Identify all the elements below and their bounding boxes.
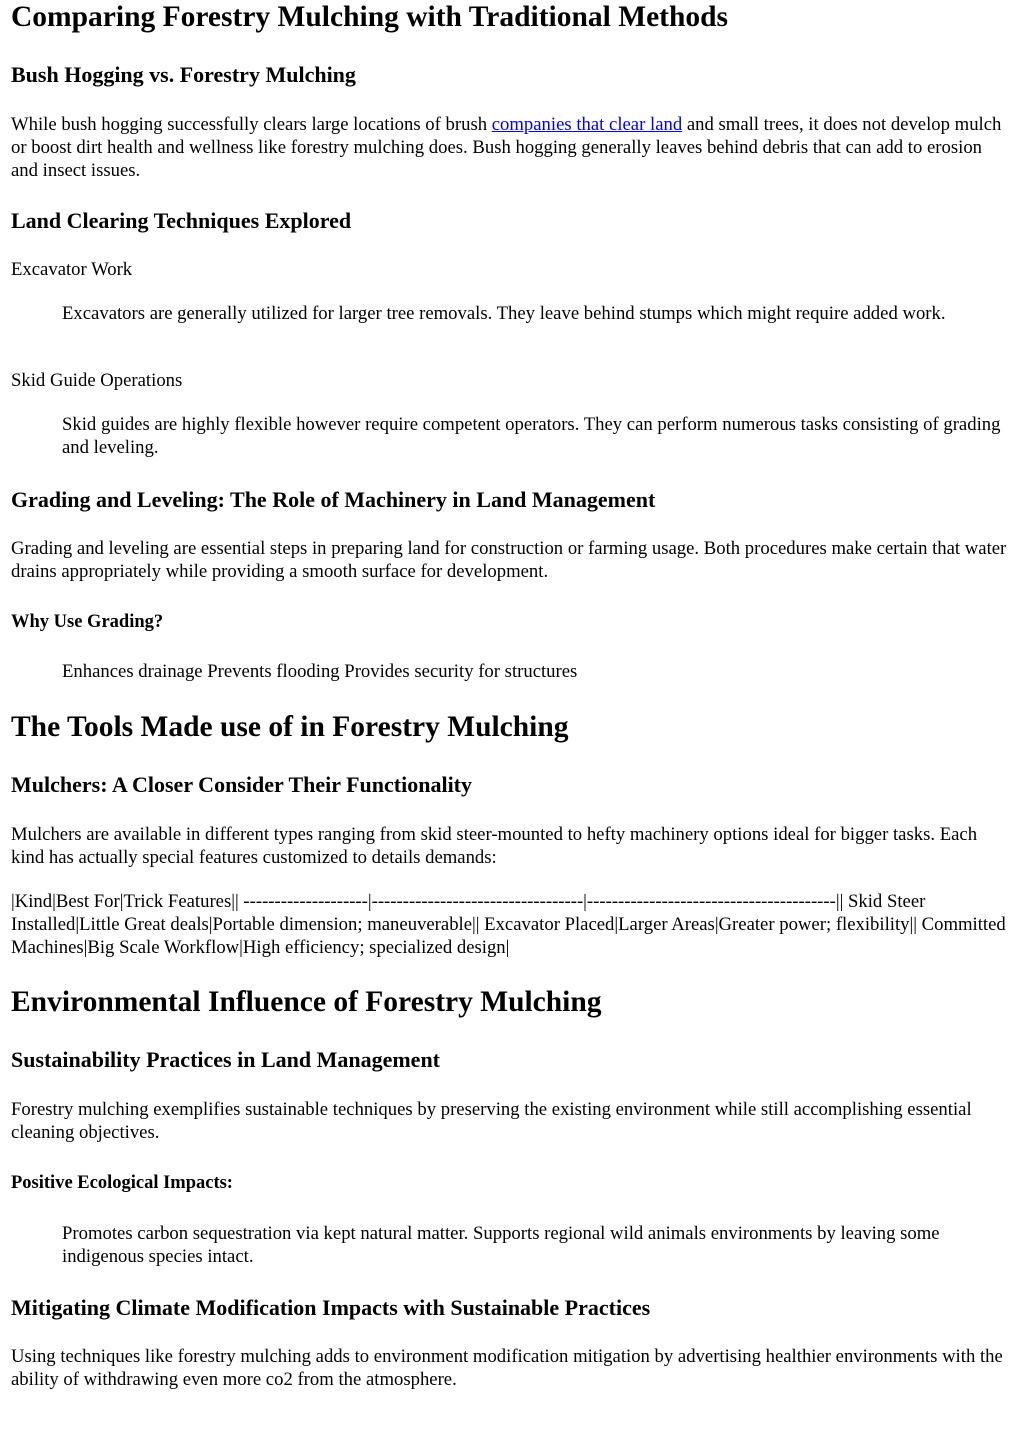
- paragraph-positive-impacts: Promotes carbon sequestration via kept natural matter. Supports regional wild animals environments by leaving some indigenous species intact.: [62, 1223, 940, 1268]
- heading-sustainability: Sustainability Practices in Land Management: [11, 1047, 441, 1072]
- heading-climate: Mitigating Climate Modification Impacts with Sustainable Practices: [11, 1295, 651, 1320]
- heading-comparing: Comparing Forestry Mulching with Traditional Methods: [11, 1, 729, 33]
- paragraph-climate: Using techniques like forestry mulching adds to environment modification mitigation by advertising healthier environments with the ability of withdrawing even more co2 from the atmosphere.: [11, 1346, 1003, 1391]
- heading-bush-hogging: Bush Hogging vs. Forestry Mulching: [11, 62, 356, 87]
- term-excavator-work: Excavator Work: [11, 259, 133, 280]
- paragraph-grading: Grading and leveling are essential steps in preparing land for construction or farming usage. Both procedures make certain that water drains appropriately while providing a smooth surface for development.: [11, 538, 1007, 583]
- paragraph-bush-text-after: and small trees, it does not develop mulch or boost dirt health and wellness like forestry mulching does. Bush hogging generally leaves behind debris that can add to erosion and insect issues.: [11, 114, 1002, 182]
- heading-grading-leveling: Grading and Leveling: The Role of Machinery in Land Management: [11, 487, 656, 512]
- paragraph-bush-text-before: While bush hogging successfully clears large locations of brush: [11, 114, 492, 135]
- heading-mulchers: Mulchers: A Closer Consider Their Functionality: [11, 772, 473, 797]
- term-skid-guide: Skid Guide Operations: [11, 370, 183, 391]
- heading-tools: The Tools Made use of in Forestry Mulching: [11, 711, 569, 743]
- paragraph-why-grading: Enhances drainage Prevents flooding Provides security for structures: [62, 661, 578, 682]
- definition-skid-guide: Skid guides are highly flexible however require competent operators. They can perform numerous tasks consisting of grading and leveling.: [62, 414, 1001, 459]
- heading-positive-impacts: Positive Ecological Impacts:: [11, 1173, 233, 1193]
- heading-environmental: Environmental Influence of Forestry Mulching: [11, 986, 602, 1018]
- heading-land-clearing: Land Clearing Techniques Explored: [11, 208, 352, 233]
- paragraph-table-text: |Kind|Best For|Trick Features|| --------------------|----------------------------------|----------------------------------------|| Skid Steer Installed|Little Great deals|Portable dimension; maneuverable|| Excavator Placed|Larger Areas|Greater power; flexibility|| Committed Machines|Big Scale Workflow|High efficiency; specialized design|: [11, 891, 1006, 959]
- paragraph-mulchers: Mulchers are available in different types ranging from skid steer-mounted to hefty machinery options ideal for bigger tasks. Each kind has actually special features customized to details demands:: [11, 824, 978, 869]
- paragraph-sustainability: Forestry mulching exemplifies sustainable techniques by preserving the existing environment while still accomplishing essential cleaning objectives.: [11, 1099, 972, 1144]
- heading-why-grading: Why Use Grading?: [11, 612, 164, 632]
- definition-excavator-work: Excavators are generally utilized for larger tree removals. They leave behind stumps which might require added work.: [62, 303, 946, 324]
- paragraph-bush-hogging: [11, 113, 1010, 183]
- companies-link[interactable]: companies that clear land: [491, 114, 683, 135]
